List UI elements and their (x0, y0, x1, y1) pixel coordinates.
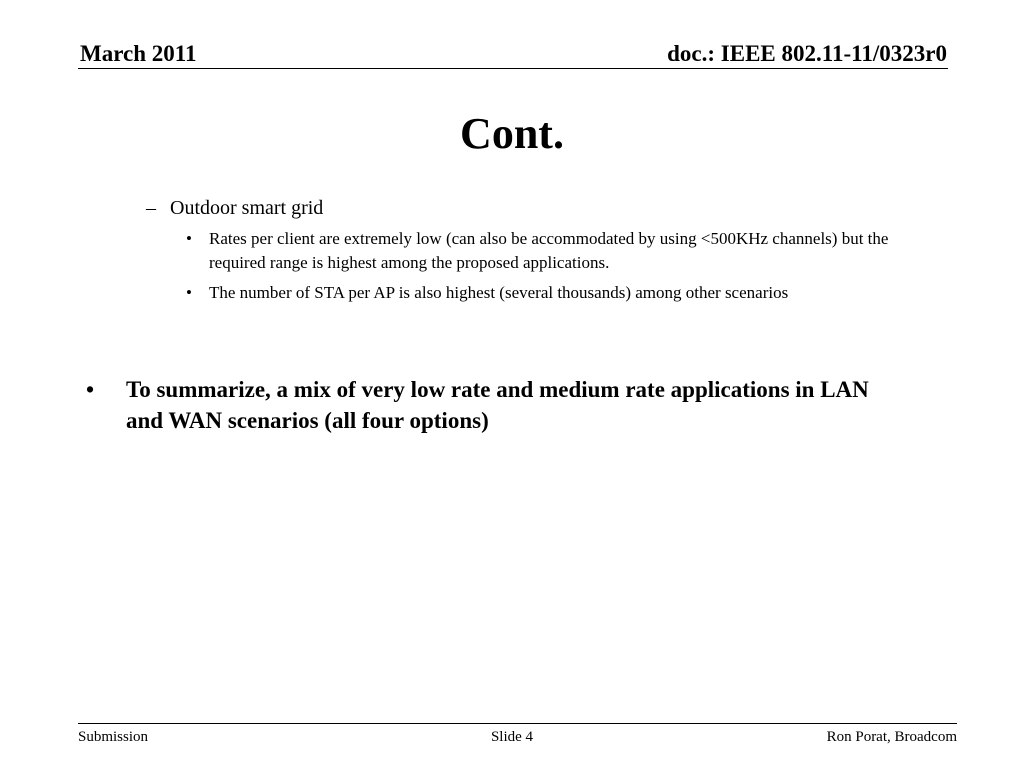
bullet-marker: • (186, 283, 192, 302)
bullet-text: The number of STA per AP is also highest (several thousands) among other scenarios (209, 283, 789, 302)
header-document-id: doc.: IEEE 802.11-11/0323r0 (667, 41, 947, 66)
slide-title: Cont. (460, 109, 564, 158)
bullet-text: Rates per client are extremely low (can also be accommodated by using <500KHz channels) but the required range is highest among the proposed applications. (209, 229, 889, 272)
header-divider (78, 68, 948, 69)
footer-slide-number: Slide 4 (490, 729, 534, 745)
footer-submission: Submission (78, 729, 149, 745)
sub-item-label: Outdoor smart grid (170, 197, 324, 219)
bullet-marker: • (186, 229, 192, 248)
summary-bullet (86, 374, 906, 436)
bullet-rates-per-client (186, 227, 906, 275)
bullet-marker: • (86, 377, 95, 402)
summary-text: To summarize, a mix of very low rate and medium rate applications in LAN and WAN scenarios (all four options) (126, 377, 869, 433)
dash-marker: – (146, 197, 156, 219)
footer-divider (78, 723, 957, 724)
bullet-sta-per-ap (186, 281, 906, 305)
header-date: March 2011 (80, 41, 197, 66)
footer-author: Ron Porat, Broadcom (826, 729, 957, 745)
